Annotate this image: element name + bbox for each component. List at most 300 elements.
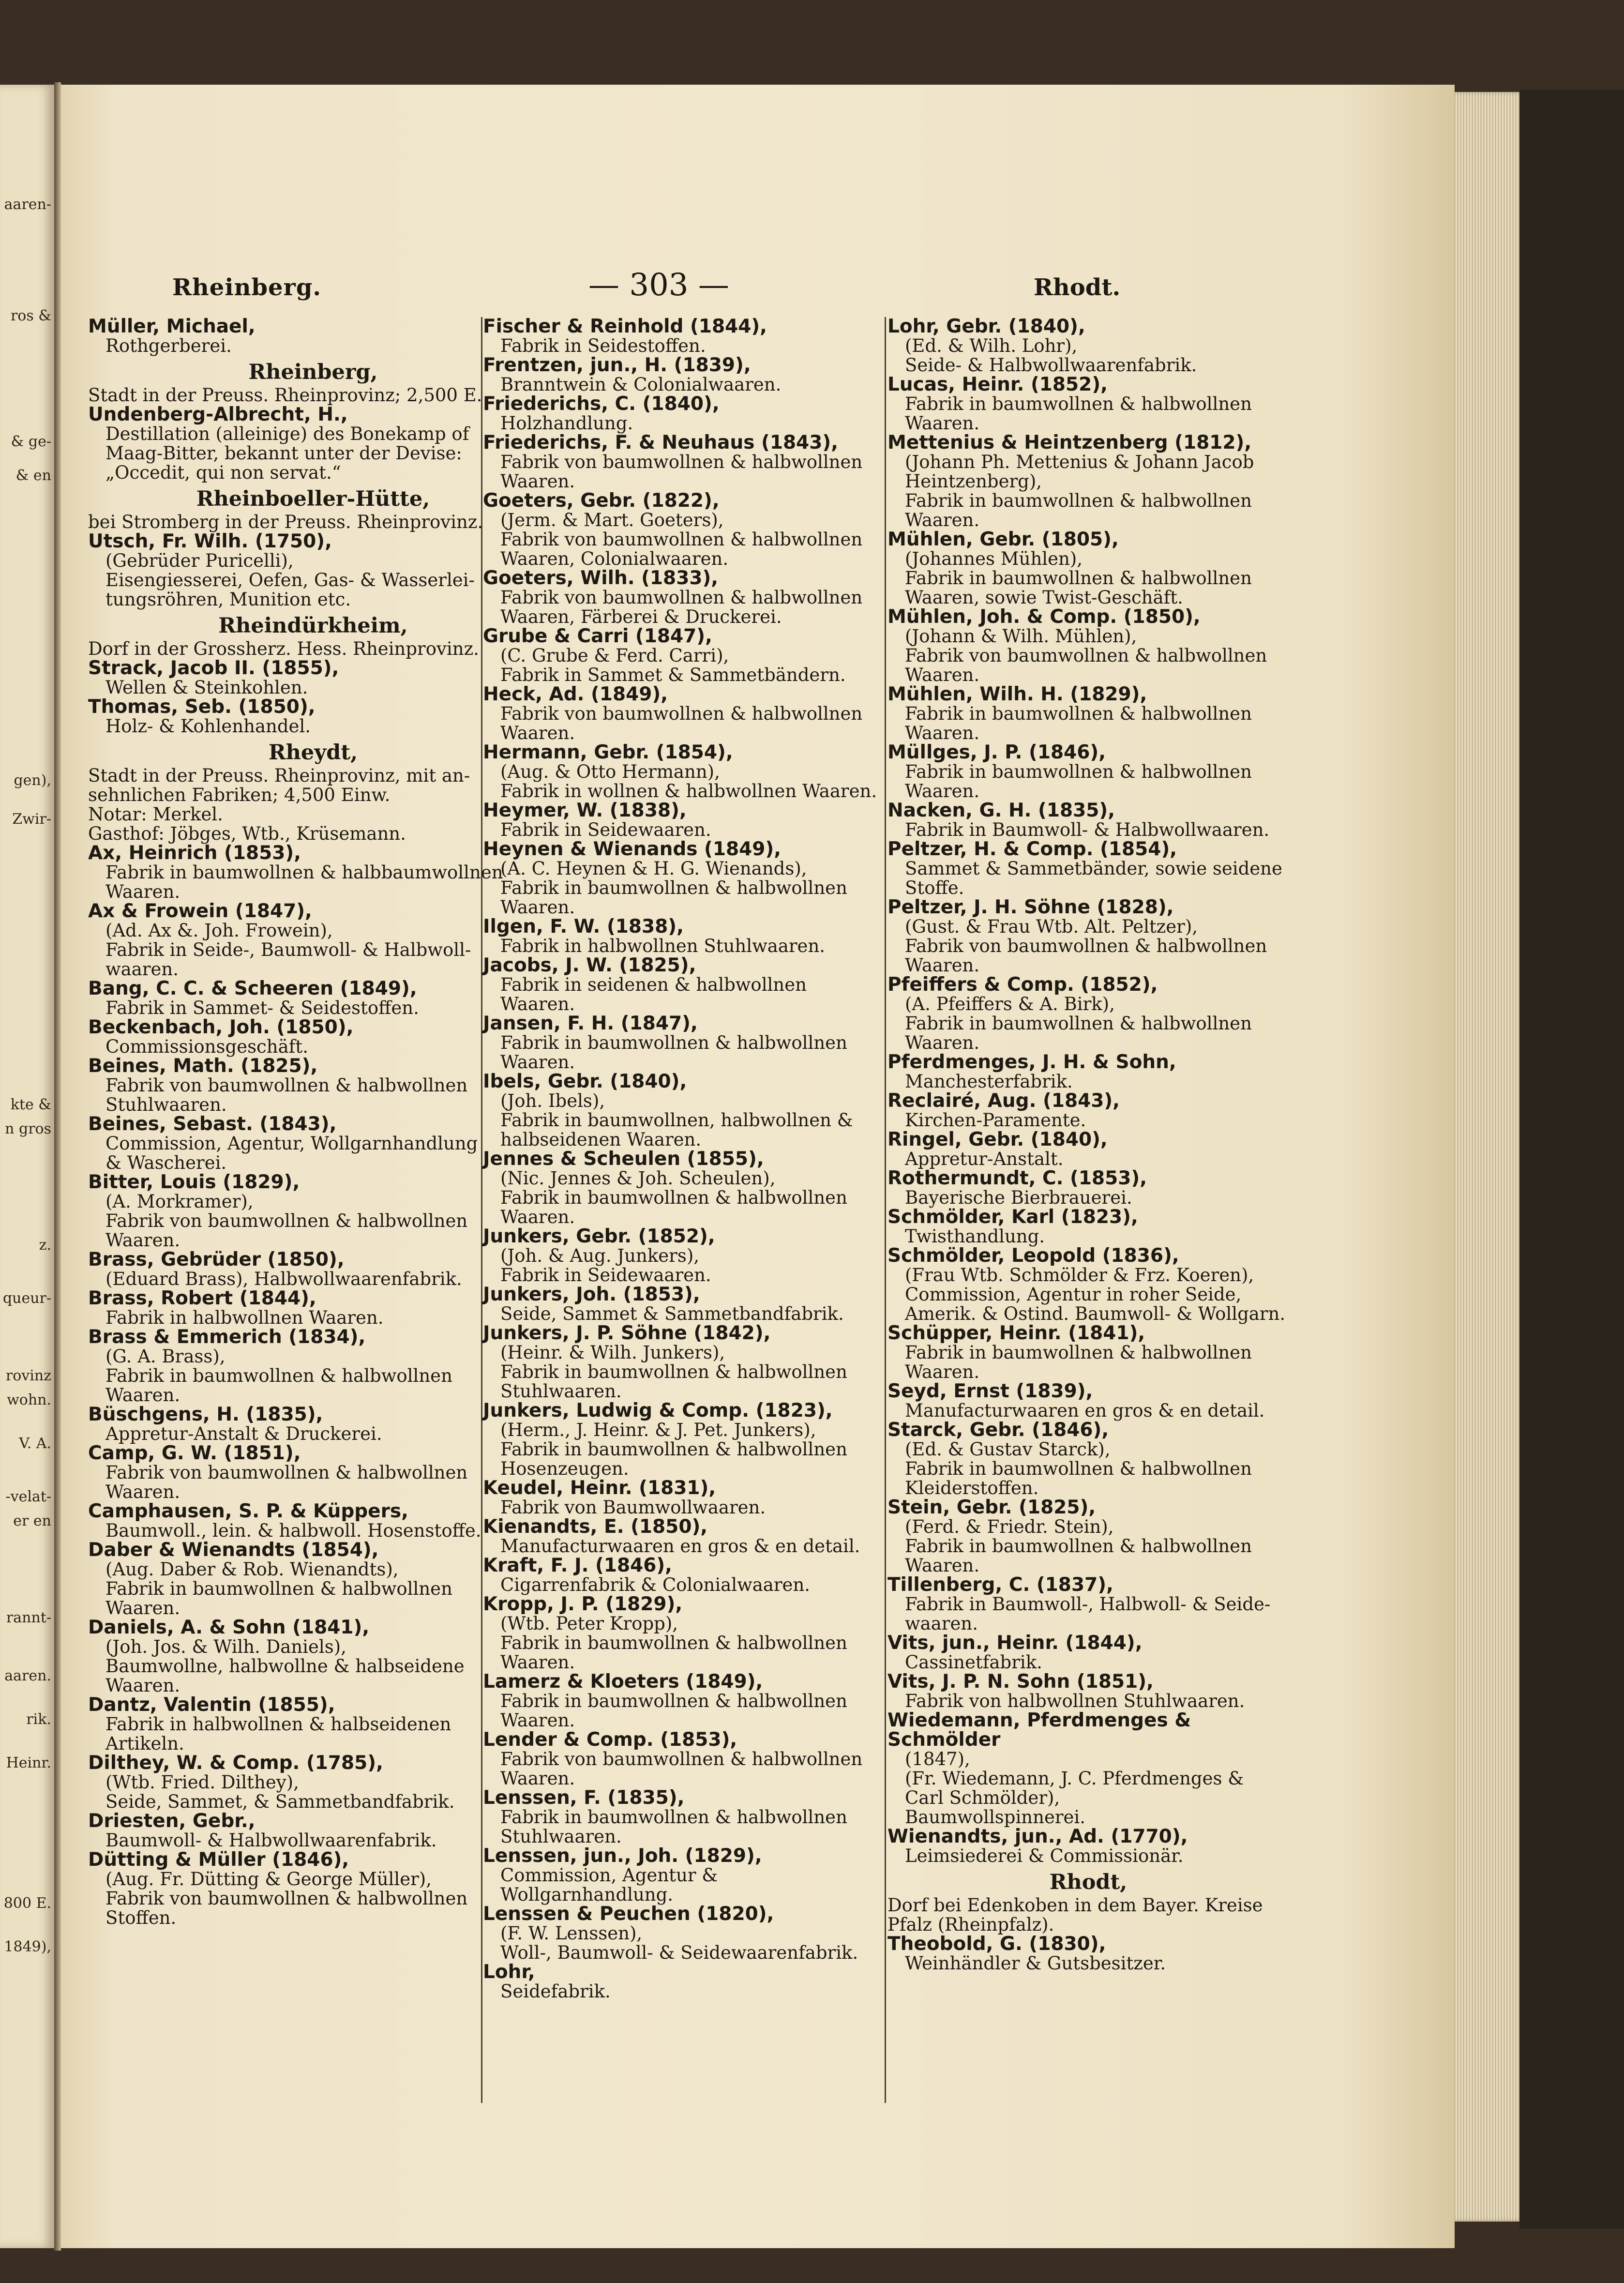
firm-name: Dilthey, W. & Comp. (1785), xyxy=(88,1752,383,1774)
firm-description-line: Fabrik in baumwollnen & halbwollnen xyxy=(500,877,847,898)
directory-entry xyxy=(887,317,1289,375)
directory-entry xyxy=(483,1517,880,1556)
firm-name: Lender & Comp. (1853), xyxy=(483,1729,737,1751)
firm-name: Frentzen, jun., H. (1839), xyxy=(483,354,751,376)
firm-name: Junkers, Ludwig & Comp. (1823), xyxy=(483,1400,833,1421)
firm-description-line: Fabrik von baumwollnen & halbwollnen xyxy=(105,1888,468,1909)
place-description-line: Notar: Merkel. xyxy=(88,804,223,825)
directory-entry xyxy=(887,975,1289,1053)
directory-entry xyxy=(483,1672,880,1730)
firm-description-line: Bayerische Bierbrauerei. xyxy=(905,1187,1132,1208)
directory-entry xyxy=(88,697,538,736)
firm-description-line: Waaren. xyxy=(105,1675,180,1696)
place-heading-block xyxy=(887,1870,1289,1935)
firm-name: Camphausen, S. P. & Küppers, xyxy=(88,1500,408,1522)
firm-description-line: (Gebrüder Puricelli), xyxy=(105,550,294,571)
firm-description-line: (Nic. Jennes & Joh. Scheulen), xyxy=(500,1168,776,1189)
directory-entry xyxy=(887,898,1289,975)
firm-description-line: Fabrik von baumwollnen & halbwollnen xyxy=(905,645,1267,666)
facing-page-text-fragment: Zwir- xyxy=(12,811,51,828)
firm-description-line: Waaren. xyxy=(105,881,180,902)
firm-name: Friederichs, F. & Neuhaus (1843), xyxy=(483,432,839,454)
facing-page-text-fragment: 1849), xyxy=(4,1938,51,1955)
firm-description-line: Kleiderstoffen. xyxy=(905,1478,1039,1498)
facing-page-text-fragment: aaren- xyxy=(4,196,51,213)
firm-name: Mühlen, Joh. & Comp. (1850), xyxy=(887,606,1201,628)
firm-name: Kienandts, E. (1850), xyxy=(483,1516,708,1538)
directory-entry xyxy=(88,1618,538,1695)
firm-name: Pferdmenges, J. H. & Sohn, xyxy=(887,1051,1176,1073)
firm-description-line: (Ferd. & Friedr. Stein), xyxy=(905,1516,1114,1537)
firm-description-line: (A. Morkramer), xyxy=(105,1191,254,1212)
firm-description-line: Fabrik in baumwollnen & halbwollnen xyxy=(905,1342,1252,1363)
firm-description-line: waaren. xyxy=(105,959,179,980)
directory-entry xyxy=(887,607,1289,685)
place-description-line: Gasthof: Jöbges, Wtb., Krüsemann. xyxy=(88,823,406,844)
firm-description-line: (Ed. & Wilh. Lohr), xyxy=(905,335,1078,356)
page-number: — 303 — xyxy=(588,267,729,303)
directory-entry xyxy=(483,627,880,685)
firm-name: Brass, Robert (1844), xyxy=(88,1287,316,1309)
firm-description-line: Seide, Sammet & Sammetbandfabrik. xyxy=(500,1303,844,1324)
firm-description-line: Waaren. xyxy=(905,665,980,685)
firm-description-line: Waaren. xyxy=(905,955,980,976)
firm-description-line: Fabrik in baumwollnen & halbwollnen xyxy=(905,1013,1252,1034)
firm-name: Ax, Heinrich (1853), xyxy=(88,842,301,864)
directory-entry xyxy=(88,1850,538,1928)
firm-description-line: Wellen & Steinkohlen. xyxy=(105,677,308,698)
directory-entry xyxy=(887,1935,1289,1973)
directory-entry xyxy=(88,405,538,483)
facing-page-text-fragment: rovinz xyxy=(5,1367,51,1384)
firm-description-line: Waaren. xyxy=(500,1207,575,1227)
firm-description-line: Fabrik von baumwollnen & halbwollnen xyxy=(500,703,863,724)
firm-description-line: Fabrik in baumwollnen & halbwollnen xyxy=(500,1361,847,1382)
firm-description-line: Fabrik in seidenen & halbwollnen Waaren. xyxy=(500,974,807,1014)
firm-description-line: Amerik. & Ostind. Baumwoll- & Wollgarn. xyxy=(905,1303,1286,1324)
directory-entry xyxy=(483,1595,880,1672)
directory-entry xyxy=(887,1208,1289,1246)
firm-description-line: Fabrik in Seide-, Baumwoll- & Halbwoll- xyxy=(105,939,471,960)
directory-entry xyxy=(88,844,538,902)
firm-description-line: Fabrik in baumwollnen & halbwollnen xyxy=(500,1439,847,1460)
firm-description-line: Waaren. xyxy=(905,1032,980,1053)
firm-description-line: Eisengiesserei, Oefen, Gas- & Wasserlei- xyxy=(105,570,475,590)
firm-name: Strack, Jacob II. (1855), xyxy=(88,657,339,679)
firm-description-line: Waaren. xyxy=(500,1052,575,1073)
firm-description-line: (C. Grube & Ferd. Carri), xyxy=(500,645,729,666)
directory-entry xyxy=(483,1905,880,1963)
firm-name: Rothermundt, C. (1853), xyxy=(887,1167,1147,1189)
column-rule xyxy=(885,317,886,2103)
facing-page-text-fragment: ros & xyxy=(10,307,51,324)
firm-name: Reclairé, Aug. (1843), xyxy=(887,1090,1120,1112)
firm-description-line: Baumwollspinnerei. xyxy=(905,1807,1086,1828)
directory-entry xyxy=(887,1421,1289,1498)
firm-description-line: Fabrik von baumwollnen & halbwollnen xyxy=(105,1462,468,1483)
directory-entry xyxy=(483,1072,880,1149)
directory-entry xyxy=(88,902,538,979)
firm-name: Camp, G. W. (1851), xyxy=(88,1442,301,1464)
firm-description-line: Fabrik in baumwollnen & halbwollnen xyxy=(105,1578,452,1599)
place-heading-block xyxy=(88,360,538,406)
directory-entry xyxy=(88,1250,538,1289)
firm-description-line: Hosenzeugen. xyxy=(500,1458,629,1479)
directory-entry xyxy=(88,1444,538,1502)
header-right-place: Rhodt. xyxy=(1034,274,1121,301)
firm-name: Ax & Frowein (1847), xyxy=(88,900,312,922)
directory-entry xyxy=(88,1018,538,1057)
firm-description-line: (Johann Ph. Mettenius & Johann Jacob xyxy=(905,452,1254,472)
facing-page-text-fragment: gen), xyxy=(14,772,51,789)
place-description-line: Dorf in der Grossherz. Hess. Rheinprovinz. xyxy=(88,638,479,659)
facing-page-text-fragment: aaren. xyxy=(4,1667,51,1684)
firm-description-line: (Johannes Mühlen), xyxy=(905,548,1083,569)
firm-description-line: (G. A. Brass), xyxy=(105,1346,226,1367)
firm-description-line: Fabrik in Seidewaaren. xyxy=(500,819,711,840)
firm-description-line: (1847), xyxy=(905,1749,970,1769)
firm-name: Ringel, Gebr. (1840), xyxy=(887,1129,1108,1150)
firm-description-line: Waaren. xyxy=(105,1230,180,1251)
directory-entry xyxy=(483,356,880,394)
firm-name: Hermann, Gebr. (1854), xyxy=(483,741,733,763)
firm-description-line: Fabrik von baumwollnen & halbwollnen xyxy=(905,936,1267,956)
firm-description-line: tungsröhren, Munition etc. xyxy=(105,589,351,610)
directory-entry xyxy=(887,1633,1289,1672)
firm-name: Vits, J. P. N. Sohn (1851), xyxy=(887,1671,1154,1693)
facing-page-text-fragment: & ge- xyxy=(11,433,51,450)
firm-description-line: (Joh. Ibels), xyxy=(500,1090,605,1111)
firm-name: Lenssen, F. (1835), xyxy=(483,1787,685,1809)
firm-description-line: Sammet & Sammetbänder, sowie seidene xyxy=(905,858,1282,879)
firm-description-line: Leimsiederei & Commissionär. xyxy=(905,1845,1184,1866)
firm-name: Mettenius & Heintzenberg (1812), xyxy=(887,432,1252,454)
firm-description-line: Fabrik von baumwollnen & halbwollnen xyxy=(105,1210,468,1231)
firm-description-line: Maag-Bitter, bekannt unter der Devise: xyxy=(105,443,462,464)
firm-description-line: Fabrik in halbwollnen Waaren. xyxy=(105,1307,384,1328)
firm-description-line: Fabrik in baumwollnen & halbwollnen xyxy=(500,1187,847,1208)
directory-entry xyxy=(887,1575,1289,1633)
firm-description-line: Waaren. xyxy=(905,781,980,801)
place-name: Rheydt, xyxy=(268,741,358,765)
firm-name: Beckenbach, Joh. (1850), xyxy=(88,1016,354,1038)
directory-entry xyxy=(88,1057,538,1115)
directory-entry xyxy=(483,743,880,801)
firm-name: Schüpper, Heinr. (1841), xyxy=(887,1322,1145,1344)
directory-entry xyxy=(887,1324,1289,1382)
firm-name: Vits, jun., Heinr. (1844), xyxy=(887,1632,1143,1654)
firm-name: Wienandts, jun., Ad. (1770), xyxy=(887,1826,1188,1847)
firm-description-line: Fabrik in baumwollnen & halbwollnen xyxy=(905,1458,1252,1479)
directory-entry xyxy=(88,1754,538,1812)
firm-name: Theobold, G. (1830), xyxy=(887,1933,1106,1955)
firm-description-line: Stoffe. xyxy=(905,877,964,898)
firm-name: Pfeiffers & Comp. (1852), xyxy=(887,974,1158,996)
firm-description-line: (Frau Wtb. Schmölder & Frz. Koeren), xyxy=(905,1265,1254,1285)
directory-entry xyxy=(88,1328,538,1405)
firm-name: Kropp, J. P. (1829), xyxy=(483,1593,683,1615)
firm-name: Goeters, Wilh. (1833), xyxy=(483,567,719,589)
firm-name: Brass, Gebrüder (1850), xyxy=(88,1249,345,1270)
directory-entry xyxy=(887,1091,1289,1130)
firm-name: Tillenberg, C. (1837), xyxy=(887,1574,1113,1596)
directory-entry xyxy=(88,979,538,1018)
running-header xyxy=(61,267,1455,305)
place-name: Rheinberg, xyxy=(248,360,378,384)
facing-page-text-fragment: z. xyxy=(39,1237,51,1254)
facing-page-text-fragment: wohn. xyxy=(7,1391,51,1408)
firm-name: Ilgen, F. W. (1838), xyxy=(483,916,684,937)
firm-name: Keudel, Heinr. (1831), xyxy=(483,1477,716,1499)
firm-name: Lamerz & Kloeters (1849), xyxy=(483,1671,763,1693)
firm-description-line: Stoffen. xyxy=(105,1907,177,1928)
directory-entry xyxy=(88,1405,538,1444)
directory-entry xyxy=(887,1382,1289,1421)
place-description-line: Stadt in der Preuss. Rheinprovinz, mit an- xyxy=(88,765,470,786)
firm-description-line: (Herm., J. Heinr. & J. Pet. Junkers), xyxy=(500,1420,816,1440)
directory-entry xyxy=(483,1556,880,1595)
firm-description-line: Waaren. xyxy=(905,723,980,743)
firm-description-line: Branntwein & Colonialwaaren. xyxy=(500,374,782,395)
directory-entry xyxy=(887,1672,1289,1711)
firm-description-line: Fabrik von halbwollnen Stuhlwaaren. xyxy=(905,1691,1245,1711)
firm-name: Junkers, J. P. Söhne (1842), xyxy=(483,1322,771,1344)
firm-description-line: Waaren. xyxy=(905,1555,980,1576)
firm-description-line: Seide- & Halbwollwaarenfabrik. xyxy=(905,355,1197,376)
directory-entry xyxy=(483,840,880,917)
firm-name: Dantz, Valentin (1855), xyxy=(88,1694,335,1716)
firm-description-line: Artikeln. xyxy=(105,1733,184,1754)
binding xyxy=(54,82,61,2251)
firm-description-line: halbseidenen Waaren. xyxy=(500,1129,702,1150)
place-description-line: Stadt in der Preuss. Rheinprovinz; 2,500 E. xyxy=(88,385,482,406)
book-cover xyxy=(1519,90,1624,2229)
firm-name: Müllges, J. P. (1846), xyxy=(887,741,1106,763)
firm-name: Beines, Sebast. (1843), xyxy=(88,1113,337,1135)
firm-name: Mühlen, Gebr. (1805), xyxy=(887,529,1119,550)
firm-description-line: Waaren. xyxy=(500,471,575,492)
facing-page-text-fragment: 800 E. xyxy=(3,1895,51,1912)
directory-entry xyxy=(887,801,1289,840)
place-description-line: Pfalz (Rheinpfalz). xyxy=(887,1914,1054,1935)
previous-page-edge xyxy=(0,85,54,2248)
firm-description-line: Rothgerberei. xyxy=(105,335,232,356)
firm-description-line: Fabrik in Baumwoll- & Halbwollwaaren. xyxy=(905,819,1270,840)
firm-description-line: Commissionsgeschäft. xyxy=(105,1036,308,1057)
firm-description-line: Fabrik von baumwollnen & halbwollnen xyxy=(500,587,863,608)
firm-name: Stein, Gebr. (1825), xyxy=(887,1497,1096,1518)
facing-page-text-fragment: & en xyxy=(15,467,51,484)
firm-description-line: Commission, Agentur & Wollgarnhandlung. xyxy=(500,1865,718,1905)
firm-description-line: (Aug. Fr. Dütting & George Müller), xyxy=(105,1869,432,1890)
directory-entry xyxy=(483,1963,880,2001)
firm-name: Daber & Wienandts (1854), xyxy=(88,1539,379,1561)
firm-description-line: (Wtb. Peter Kropp), xyxy=(500,1613,678,1634)
firm-description-line: waaren. xyxy=(905,1613,978,1634)
directory-entry xyxy=(483,1401,880,1479)
firm-description-line: Fabrik in baumwollnen & halbwollnen xyxy=(905,490,1252,511)
firm-description-line: Seide, Sammet, & Sammetbandfabrik. xyxy=(105,1791,455,1812)
firm-name: Brass & Emmerich (1834), xyxy=(88,1326,366,1348)
page-block-edges xyxy=(1447,92,1519,2222)
directory-entry xyxy=(887,1246,1289,1324)
directory-entry xyxy=(483,1479,880,1517)
place-description-line: Dorf bei Edenkoben in dem Bayer. Kreise xyxy=(887,1895,1263,1916)
directory-entry xyxy=(887,1169,1289,1208)
firm-description-line: Baumwoll., lein. & halbwoll. Hosenstoffe. xyxy=(105,1520,481,1541)
firm-name: Peltzer, H. & Comp. (1854), xyxy=(887,838,1177,860)
facing-page-text-fragment: n gros xyxy=(5,1120,51,1137)
directory-entry xyxy=(887,1711,1289,1827)
firm-name: Lenssen, jun., Joh. (1829), xyxy=(483,1845,762,1867)
firm-name: Jennes & Scheulen (1855), xyxy=(483,1148,764,1170)
firm-name: Nacken, G. H. (1835), xyxy=(887,800,1115,821)
firm-description-line: Waaren. xyxy=(500,1710,575,1731)
firm-description-line: Fabrik von Baumwollwaaren. xyxy=(500,1497,766,1518)
header-left-place: Rheinberg. xyxy=(172,274,322,301)
book-page xyxy=(61,85,1455,2248)
facing-page-text-fragment: kte & xyxy=(10,1096,51,1113)
firm-description-line: Fabrik in baumwollnen & halbwollnen xyxy=(905,393,1252,414)
directory-entry xyxy=(88,532,538,609)
firm-name: Beines, Math. (1825), xyxy=(88,1055,318,1077)
directory-entry xyxy=(88,1173,538,1250)
firm-description-line: Fabrik in baumwollnen & halbwollnen xyxy=(905,568,1252,589)
firm-name: Jansen, F. H. (1847), xyxy=(483,1013,698,1034)
firm-name: Bitter, Louis (1829), xyxy=(88,1171,300,1193)
firm-description-line: Weinhändler & Gutsbesitzer. xyxy=(905,1953,1166,1974)
firm-description-line: Waaren, sowie Twist-Geschäft. xyxy=(905,587,1183,608)
firm-name: Junkers, Gebr. (1852), xyxy=(483,1225,715,1247)
firm-description-line: Manufacturwaaren en gros & en detail. xyxy=(500,1536,860,1557)
firm-description-line: Fabrik in Sammet & Sammetbändern. xyxy=(500,665,846,685)
firm-name: Schmölder, Leopold (1836), xyxy=(887,1245,1179,1267)
directory-entry xyxy=(483,1227,880,1285)
firm-description-line: Manchesterfabrik. xyxy=(905,1071,1073,1092)
directory-entry xyxy=(887,1498,1289,1575)
firm-description-line: Carl Schmölder), xyxy=(905,1787,1060,1808)
directory-entry xyxy=(483,1324,880,1401)
directory-entry xyxy=(88,1289,538,1328)
firm-name: Lohr, Gebr. (1840), xyxy=(887,316,1085,337)
firm-description-line: (F. W. Lenssen), xyxy=(500,1923,643,1944)
firm-description-line: (Ad. Ax &. Joh. Frowein), xyxy=(105,920,333,941)
firm-description-line: (Heinr. & Wilh. Junkers), xyxy=(500,1342,725,1363)
directory-entry xyxy=(483,1285,880,1324)
facing-page-text-fragment: V. A. xyxy=(19,1435,51,1452)
firm-name: Fischer & Reinhold (1844), xyxy=(483,316,767,337)
firm-description-line: (Jerm. & Mart. Goeters), xyxy=(500,510,724,530)
firm-name: Friederichs, C. (1840), xyxy=(483,393,720,415)
firm-description-line: (A. Pfeiffers & A. Birk), xyxy=(905,994,1115,1014)
place-heading-block xyxy=(88,616,538,659)
firm-description-line: Fabrik in Seidewaaren. xyxy=(500,1265,711,1285)
firm-name: Lucas, Heinr. (1852), xyxy=(887,374,1108,395)
firm-description-line: Fabrik in halbwollnen Stuhlwaaren. xyxy=(500,936,826,956)
firm-description-line: Manufacturwaaren en gros & en detail. xyxy=(905,1400,1265,1421)
firm-name: Thomas, Seb. (1850), xyxy=(88,696,316,718)
directory-column-3 xyxy=(887,317,1289,1973)
firm-description-line: Holzhandlung. xyxy=(500,413,633,434)
directory-entry xyxy=(483,1846,880,1905)
directory-entry xyxy=(483,1730,880,1788)
directory-entry xyxy=(887,840,1289,898)
firm-description-line: (Aug. & Otto Hermann), xyxy=(500,761,720,782)
firm-description-line: (Eduard Brass), Halbwollwaarenfabrik. xyxy=(105,1269,462,1289)
facing-page-text-fragment: er en xyxy=(13,1512,51,1529)
firm-description-line: (Wtb. Fried. Dilthey), xyxy=(105,1772,299,1793)
firm-name: Undenberg-Albrecht, H., xyxy=(88,404,348,425)
firm-description-line: Fabrik in baumwollnen & halbwollnen xyxy=(905,703,1252,724)
firm-name: Driesten, Gebr., xyxy=(88,1810,256,1832)
firm-name: Heymer, W. (1838), xyxy=(483,800,687,821)
firm-description-line: Baumwollne, halbwollne & halbseidene xyxy=(105,1656,465,1677)
facing-page-text-fragment: rik. xyxy=(26,1711,51,1728)
directory-column-1 xyxy=(88,317,538,1928)
firm-name: Starck, Gebr. (1846), xyxy=(887,1419,1109,1441)
directory-entry xyxy=(88,1695,538,1754)
place-name: Rheinboeller-Hütte, xyxy=(196,487,430,511)
firm-description-line: (Joh. Jos. & Wilh. Daniels), xyxy=(105,1636,346,1657)
firm-description-line: Stuhlwaaren. xyxy=(500,1826,622,1847)
directory-entry xyxy=(483,1014,880,1072)
firm-description-line: Fabrik von baumwollnen & halbwollnen xyxy=(500,529,863,550)
firm-description-line: „Occedit, qui non servat.“ xyxy=(105,462,341,483)
firm-description-line: Fabrik in baumwollnen, halbwollnen & xyxy=(500,1110,853,1131)
firm-description-line: Fabrik in baumwollnen & halbwollnen xyxy=(105,1365,452,1386)
directory-entry xyxy=(483,317,880,356)
firm-name: Junkers, Joh. (1853), xyxy=(483,1284,700,1305)
directory-entry xyxy=(88,1541,538,1618)
firm-description-line: Waaren, Färberei & Druckerei. xyxy=(500,606,782,627)
directory-entry xyxy=(483,433,880,491)
firm-name: Daniels, A. & Sohn (1841), xyxy=(88,1617,370,1638)
firm-description-line: Waaren. xyxy=(500,723,575,743)
directory-entry xyxy=(483,917,880,956)
directory-entry xyxy=(887,1827,1289,1866)
firm-description-line: Waaren. xyxy=(905,413,980,434)
firm-description-line: Waaren, Colonialwaaren. xyxy=(500,548,729,569)
directory-entry xyxy=(88,1115,538,1173)
firm-name: Mühlen, Wilh. H. (1829), xyxy=(887,683,1147,705)
directory-entry xyxy=(887,375,1289,433)
firm-description-line: (Johann & Wilh. Mühlen), xyxy=(905,626,1137,647)
firm-description-line: (Joh. & Aug. Junkers), xyxy=(500,1245,700,1266)
firm-name: Bang, C. C. & Scheeren (1849), xyxy=(88,978,417,999)
firm-description-line: Fabrik in Sammet- & Seidestoffen. xyxy=(105,998,419,1018)
firm-name: Dütting & Müller (1846), xyxy=(88,1849,349,1871)
firm-description-line: Fabrik in baumwollnen & halbwollnen xyxy=(905,1536,1252,1557)
facing-page-text-fragment: Heinr. xyxy=(6,1754,51,1771)
firm-description-line: Destillation (alleinige) des Bonekamp of xyxy=(105,423,469,444)
firm-description-line: Baumwoll- & Halbwollwaarenfabrik. xyxy=(105,1830,437,1851)
directory-entry xyxy=(483,569,880,627)
firm-description-line: & Wascherei. xyxy=(105,1152,227,1173)
directory-entry xyxy=(483,956,880,1014)
firm-description-line: Waaren. xyxy=(905,510,980,530)
directory-entry xyxy=(483,394,880,433)
facing-page-text-fragment: -velat- xyxy=(5,1488,51,1505)
firm-description-line: Woll-, Baumwoll- & Seidewaarenfabrik. xyxy=(500,1942,858,1963)
firm-name: Heck, Ad. (1849), xyxy=(483,683,668,705)
directory-entry xyxy=(483,801,880,840)
firm-description-line: Cassinetfabrik. xyxy=(905,1652,1042,1673)
firm-description-line: Twisthandlung. xyxy=(905,1226,1045,1247)
place-name: Rhodt, xyxy=(1049,1870,1128,1894)
place-description-line: bei Stromberg in der Preuss. Rheinprovinz. xyxy=(88,512,483,532)
firm-description-line: Fabrik von baumwollnen & halbwollnen xyxy=(105,1075,468,1096)
firm-name: Ibels, Gebr. (1840), xyxy=(483,1071,687,1092)
